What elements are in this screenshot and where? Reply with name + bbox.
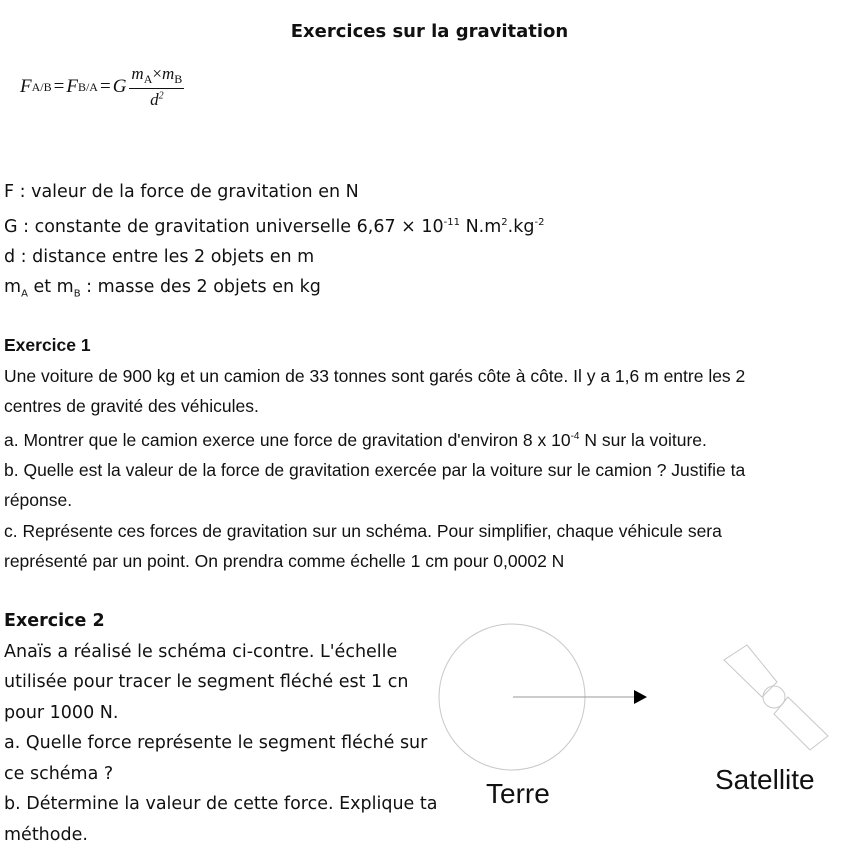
formula-d-exp: 2 xyxy=(158,90,164,102)
gravitation-formula xyxy=(20,64,184,110)
page-title: Exercices sur la gravitation xyxy=(290,21,569,42)
formula-mb: m xyxy=(161,64,175,83)
formula-times: × xyxy=(152,64,162,83)
earth-label: Terre xyxy=(486,778,550,809)
formula-d: d xyxy=(150,90,159,109)
formula-g: G xyxy=(112,76,127,97)
exercise-2-question-b: b. Détermine la valeur de cette force. Explique ta xyxy=(4,794,438,814)
def-g-exp: -11 xyxy=(443,216,461,228)
def-m-text: et m xyxy=(27,277,74,298)
formula-fraction xyxy=(129,64,184,110)
exercise-2-question-b: méthode. xyxy=(4,824,88,845)
question-a-text: a. Montrer que le camion exerce une force de gravitation d'environ 8 x 10 xyxy=(4,429,571,450)
exercise-1-question-c: c. Représente ces forces de gravitation sur un schéma. Pour simplifier, chaque véhicule sera xyxy=(4,520,722,541)
formula-ma: m xyxy=(131,64,144,83)
def-g-unit: N.m xyxy=(460,216,502,237)
definitions xyxy=(4,177,544,310)
force-arrowhead-icon xyxy=(634,690,647,704)
def-f: F : valeur de la force de gravitation en N xyxy=(4,182,359,202)
def-m-text: : masse des 2 objets en kg xyxy=(80,277,321,298)
formula-equals: = xyxy=(99,76,111,97)
exercise-2-line: Anaïs a réalisé le schéma ci-contre. L'échelle xyxy=(4,641,398,662)
formula-f-ab: F xyxy=(20,76,32,97)
def-d: d : distance entre les 2 objets en m xyxy=(4,246,315,267)
def-g-text: G : constante de gravitation universelle 6,67 × 10 xyxy=(4,216,444,237)
exercise-1-intro: centres de gravité des véhicules. xyxy=(4,396,259,416)
def-m xyxy=(4,272,544,310)
formula-sub-ba: B/A xyxy=(77,79,98,94)
formula-sub-b: B xyxy=(174,72,183,86)
exercise-2-question-a: ce schéma ? xyxy=(4,763,114,784)
exercise-2-line: pour 1000 N. xyxy=(4,702,119,723)
satellite-label: Satellite xyxy=(715,764,815,795)
question-a-text: N sur la voiture. xyxy=(579,429,707,450)
formula-denominator xyxy=(150,89,164,110)
exercise-1-question-c: représenté par un point. On prendra comme échelle 1 cm pour 0,0002 N xyxy=(4,551,565,572)
exercise-1-intro: Une voiture de 900 kg et un camion de 33 tonnes sont garés côte à côte. Il y a 1,6 m entre les 2 xyxy=(4,365,746,386)
satellite-icon xyxy=(724,645,828,750)
exercise-2-line: utilisée pour tracer le segment fléché est 1 cn xyxy=(4,672,409,692)
exercise-1-question-a xyxy=(4,422,859,455)
def-m-sub: A xyxy=(21,288,28,300)
def-g xyxy=(4,208,544,242)
exercise-1-question-b: réponse. xyxy=(4,490,73,511)
exercise-2-heading: Exercice 2 xyxy=(4,611,105,631)
def-g-unit-exp: -2 xyxy=(534,216,545,228)
exercise-1-heading: Exercice 1 xyxy=(4,335,91,355)
exercise-1-question-b: b. Quelle est la valeur de la force de gravitation exercée par la voiture sur le camion ? Justifie ta xyxy=(4,459,746,480)
exercise-2-question-a: a. Quelle force représente le segment fléché sur xyxy=(4,733,428,753)
formula-equals: = xyxy=(53,76,65,97)
formula-numerator xyxy=(129,64,184,89)
def-m-sub: B xyxy=(73,288,81,300)
question-a-exp: -4 xyxy=(570,430,580,442)
def-g-unit: .kg xyxy=(507,216,535,237)
def-g-unit-exp: 2 xyxy=(501,216,508,228)
def-m-text: m xyxy=(4,277,22,298)
exercise-1 xyxy=(4,330,859,577)
formula-sub-ab: A/B xyxy=(31,79,52,94)
formula-sub-a: A xyxy=(143,72,153,86)
earth-satellite-diagram xyxy=(430,610,859,840)
exercise-2 xyxy=(4,606,444,850)
formula-f-ba: F xyxy=(66,76,78,97)
